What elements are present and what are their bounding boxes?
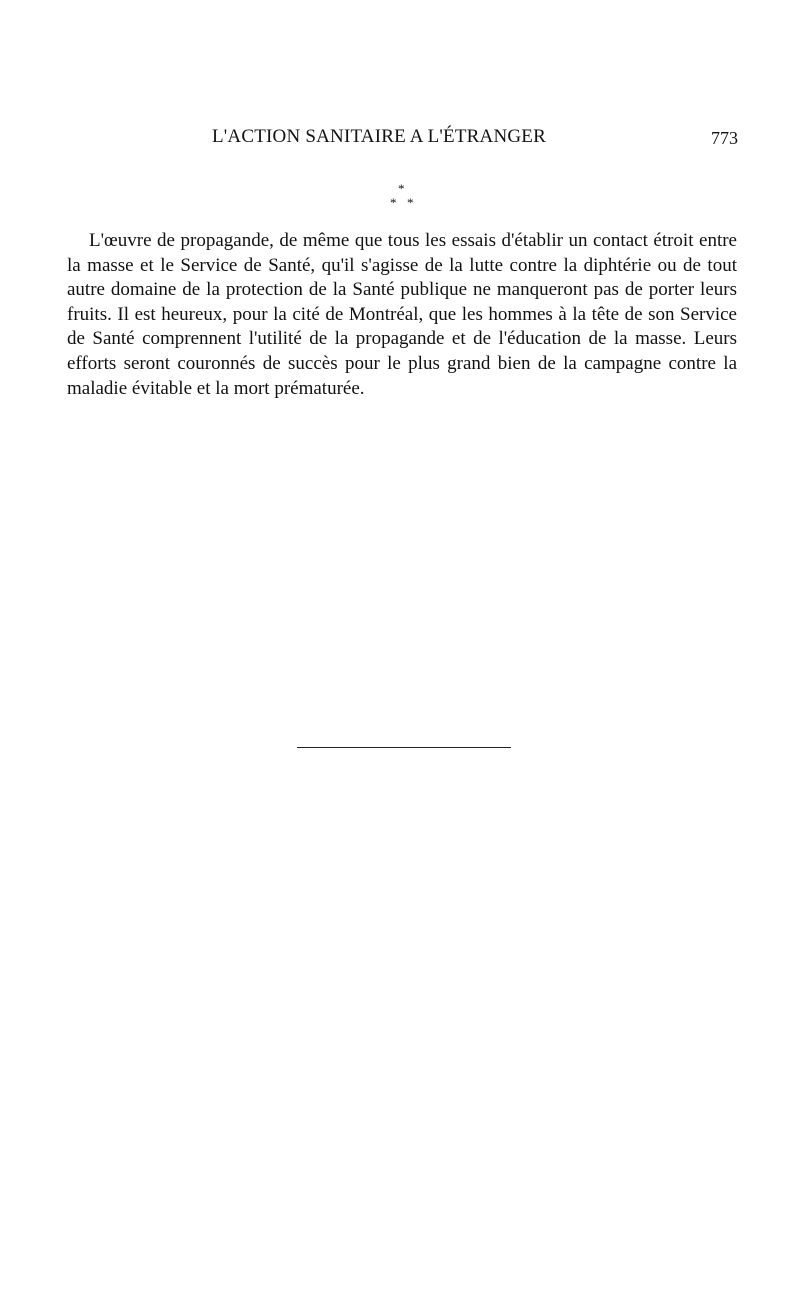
asterism-star-right: * [407,195,414,210]
running-title: L'ACTION SANITAIRE A L'ÉTRANGER [212,126,546,147]
end-rule [297,747,511,748]
asterism-separator [380,182,424,212]
asterism-star-top: * [398,181,405,196]
asterism-star-left: * [390,195,397,210]
body-paragraph: L'œuvre de propagande, de même que tous les essais d'établir un contact étroit entre la masse et le Service de Santé, qu'il s'agisse de la lutte contre la diphtérie ou de tout autre domaine de la protection de la Santé publique ne manqueront pas de porter leurs fruits. Il est heureux, pour la cité de Montréal, que les hommes à la tête de son Service de Santé comprennent l'utilité de la propagande et de l'éducation de la masse. Leurs efforts seront couronnés de succès pour le plus grand bien de la campagne contre la maladie évitable et la mort prématurée. [67,230,737,399]
running-head [0,126,800,154]
page-number: 773 [711,128,738,148]
